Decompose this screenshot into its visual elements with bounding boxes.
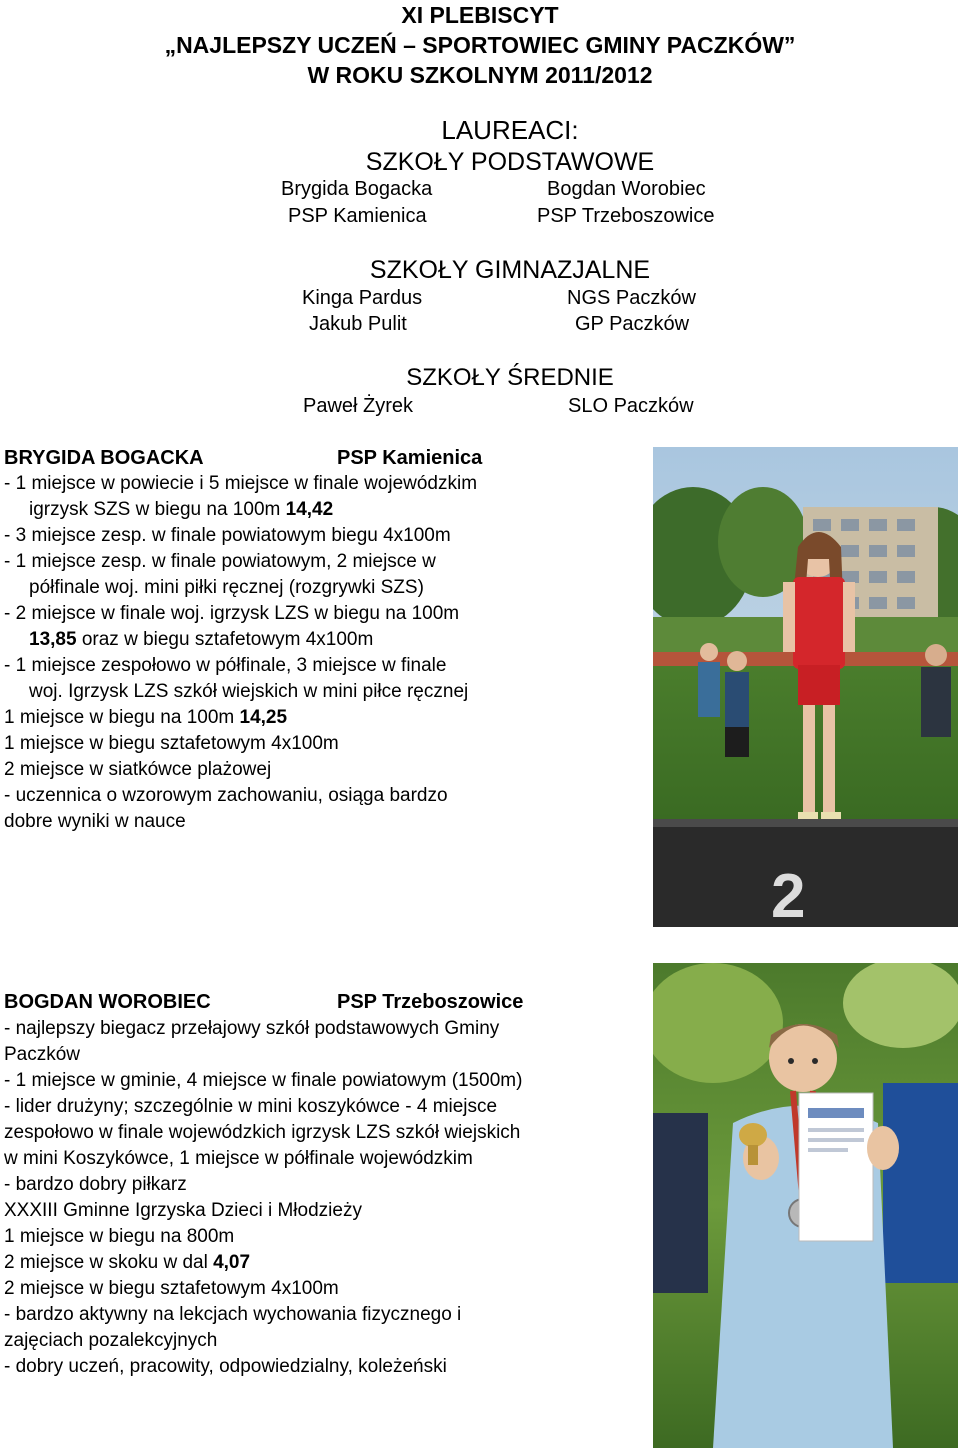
- srednie-heading: SZKOŁY ŚREDNIE: [406, 364, 614, 391]
- gimnazjalne-heading: SZKOŁY GIMNAZJALNE: [369, 256, 651, 284]
- podstawowe-left-school: PSP Kamienica: [288, 205, 427, 227]
- gimnazjalne-row1-name: Kinga Pardus: [302, 287, 423, 309]
- photo-brygida: [653, 447, 958, 927]
- bogdan-line: - 1 miejsce w gminie, 4 miejsce w finale powiatowym (1500m): [4, 1070, 523, 1091]
- bogdan-line: - najlepszy biegacz przełajowy szkół podstawowych Gminy: [4, 1018, 500, 1039]
- podstawowe-right-school: PSP Trzeboszowice: [537, 205, 715, 227]
- brygida-name: BRYGIDA BOGACKA: [4, 447, 204, 469]
- bogdan-line: 2 miejsce w biegu sztafetowym 4x100m: [4, 1278, 339, 1299]
- bogdan-line: - bardzo aktywny na lekcjach wychowania fizycznego i: [4, 1304, 462, 1325]
- photo-bogdan: [653, 963, 958, 1448]
- bogdan-line: 2 miejsce w skoku w dal 4,07: [4, 1252, 251, 1273]
- gimnazjalne-row2-name: Jakub Pulit: [309, 313, 407, 335]
- bogdan-line: zespołowo w finale wojewódzkich igrzysk LZS szkół wiejskich: [4, 1122, 521, 1143]
- bogdan-line: Paczków: [4, 1044, 81, 1065]
- podstawowe-left-name: Brygida Bogacka: [281, 178, 433, 200]
- bogdan-line: - lider drużyny; szczególnie w mini koszykówce - 4 miejsce: [4, 1096, 498, 1117]
- bogdan-achievements: [4, 1016, 522, 1380]
- brygida-line: 1 miejsce w biegu na 100m 14,25: [4, 707, 288, 728]
- bogdan-line: - bardzo dobry piłkarz: [4, 1174, 187, 1195]
- header-line-3: W ROKU SZKOLNYM 2011/2012: [307, 62, 653, 88]
- podstawowe-heading: SZKOŁY PODSTAWOWE: [365, 148, 655, 176]
- brygida-line: - 3 miejsce zesp. w finale powiatowym biegu 4x100m: [4, 525, 451, 546]
- brygida-line: - 2 miejsce w finale woj. igrzysk LZS w biegu na 100m: [4, 603, 460, 624]
- brygida-line: 1 miejsce w biegu sztafetowym 4x100m: [4, 733, 339, 754]
- brygida-line: - 1 miejsce zesp. w finale powiatowym, 2 miejsce w: [4, 551, 436, 572]
- brygida-achievements: [4, 471, 477, 835]
- brygida-line: 2 miejsce w siatkówce plażowej: [4, 759, 272, 780]
- brygida-line: półfinale woj. mini piłki ręcznej (rozgrywki SZS): [29, 577, 424, 598]
- bogdan-line: - dobry uczeń, pracowity, odpowiedzialny, koleżeński: [4, 1356, 447, 1377]
- bogdan-school: PSP Trzeboszowice: [337, 991, 524, 1013]
- bogdan-line: XXXIII Gminne Igrzyska Dzieci i Młodzieży: [4, 1200, 362, 1221]
- srednie-school: SLO Paczków: [568, 395, 694, 417]
- header-line-1: XI PLEBISCYT: [401, 2, 559, 28]
- gimnazjalne-row2-school: GP Paczków: [575, 313, 690, 335]
- brygida-line: - 1 miejsce zespołowo w półfinale, 3 miejsce w finale: [4, 655, 447, 676]
- bogdan-line: w mini Koszykówce, 1 miejsce w półfinale wojewódzkim: [4, 1148, 473, 1169]
- bogdan-line: 1 miejsce w biegu na 800m: [4, 1226, 235, 1247]
- header-line-2: „NAJLEPSZY UCZEŃ – SPORTOWIEC GMINY PACZKÓW”: [164, 32, 796, 58]
- brygida-line: igrzysk SZS w biegu na 100m 14,42: [29, 499, 334, 520]
- podium-number: 2: [771, 862, 806, 927]
- bogdan-name: BOGDAN WOROBIEC: [4, 991, 211, 1013]
- brygida-line: - uczennica o wzorowym zachowaniu, osiąga bardzo: [4, 785, 448, 806]
- laureaci-heading: LAUREACI:: [441, 115, 579, 145]
- brygida-line: 13,85 oraz w biegu sztafetowym 4x100m: [29, 629, 374, 650]
- brygida-school: PSP Kamienica: [337, 447, 483, 469]
- brygida-line: woj. Igrzysk LZS szkół wiejskich w mini piłce ręcznej: [29, 681, 469, 702]
- gimnazjalne-row1-school: NGS Paczków: [567, 287, 696, 309]
- brygida-line: dobre wyniki w nauce: [4, 811, 186, 832]
- srednie-name: Paweł Żyrek: [303, 395, 414, 417]
- bogdan-line: zajęciach pozalekcyjnych: [4, 1330, 218, 1351]
- podstawowe-right-name: Bogdan Worobiec: [547, 178, 706, 200]
- brygida-line: - 1 miejsce w powiecie i 5 miejsce w finale wojewódzkim: [4, 473, 478, 494]
